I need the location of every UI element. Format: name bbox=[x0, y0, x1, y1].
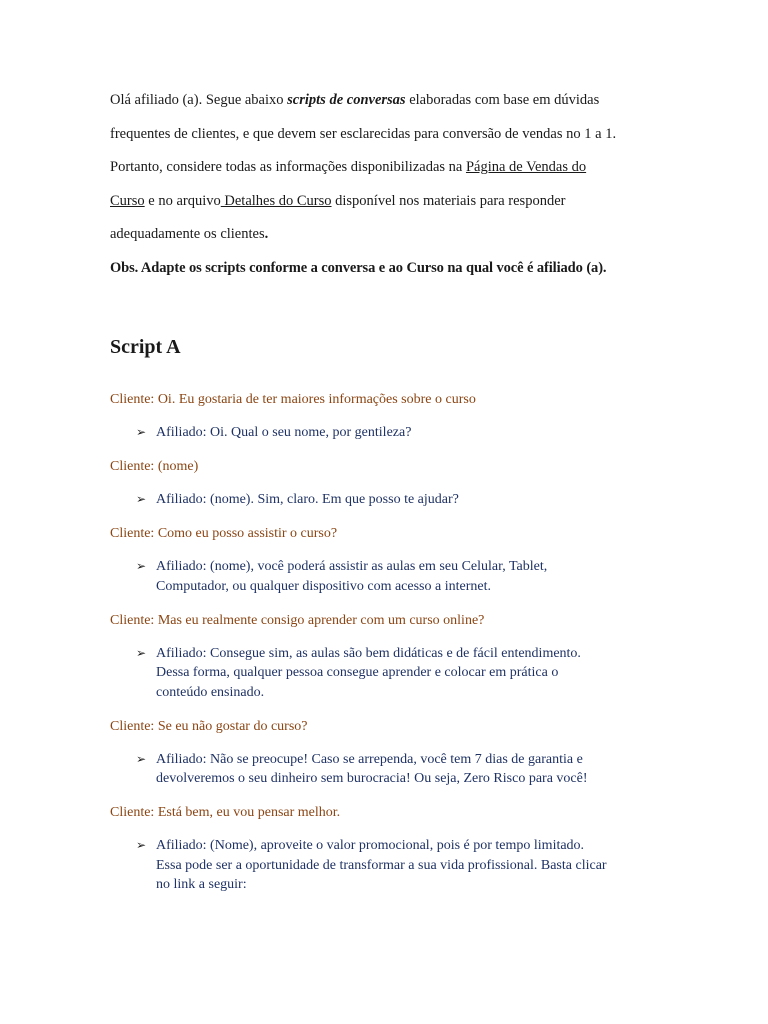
affiliate-line: Afiliado: (nome), você poderá assistir as aulas em seu Celular, Tablet, bbox=[156, 559, 548, 574]
intro-line-2: frequentes de clientes, e que devem ser esclarecidas para conversão de vendas no 1 a 1. bbox=[110, 125, 617, 142]
affiliate-line: Afiliado: Não se preocupe! Caso se arrependa, você tem 7 dias de garantia e bbox=[156, 751, 583, 767]
affiliate-response bbox=[110, 836, 670, 895]
affiliate-line: Afiliado: (nome). Sim, claro. Em que posso te ajudar? bbox=[156, 492, 459, 507]
affiliate-line: Afiliado: (Nome), aproveite o valor promocional, pois é por tempo limitado. bbox=[156, 838, 585, 853]
arrow-bullet-icon: ➢ bbox=[136, 559, 147, 573]
client-line: Cliente: Se eu não gostar do curso? bbox=[110, 718, 308, 734]
intro-text: Olá afiliado (a). Segue abaixo bbox=[110, 92, 288, 108]
client-line: Cliente: Está bem, eu vou pensar melhor. bbox=[110, 805, 341, 820]
intro-emphasis: scripts de conversas bbox=[287, 92, 406, 108]
affiliate-response bbox=[110, 644, 670, 703]
script-title: Script A bbox=[110, 336, 181, 358]
affiliate-line: conteúdo ensinado. bbox=[156, 684, 265, 700]
client-line: Cliente: Oi. Eu gostaria de ter maiores informações sobre o curso bbox=[110, 392, 476, 407]
document-page bbox=[110, 84, 670, 892]
client-line: Cliente: (nome) bbox=[110, 459, 199, 474]
arrow-bullet-icon: ➢ bbox=[136, 645, 147, 660]
affiliate-line: Essa pode ser a oportunidade de transformar a sua vida profissional. Basta clicar bbox=[156, 857, 607, 873]
intro-line-5 bbox=[110, 218, 670, 252]
affiliate-line: Computador, ou qualquer dispositivo com acesso a internet. bbox=[156, 578, 491, 594]
intro-text: e no arquivo bbox=[144, 192, 221, 209]
intro-line-3 bbox=[110, 151, 670, 185]
intro-line-4 bbox=[110, 185, 670, 219]
affiliate-response bbox=[110, 423, 670, 443]
affiliate-response bbox=[110, 490, 670, 510]
intro-line-1 bbox=[110, 84, 670, 118]
sales-page-link[interactable]: Página de Vendas do bbox=[465, 159, 587, 175]
affiliate-line: Afiliado: Consegue sim, as aulas são bem didáticas e de fácil entendimento. bbox=[156, 645, 581, 661]
dialog-section bbox=[110, 390, 670, 909]
affiliate-line: devolveremos o seu dinheiro sem burocracia! Ou seja, Zero Risco para você! bbox=[156, 771, 588, 786]
client-line: Cliente: Mas eu realmente consigo aprender com um curso online? bbox=[110, 612, 485, 628]
sales-page-link-cont[interactable]: Curso bbox=[110, 192, 145, 209]
affiliate-line: Afiliado: Oi. Qual o seu nome, por gentileza? bbox=[156, 425, 412, 440]
client-line: Cliente: Como eu posso assistir o curso? bbox=[110, 526, 338, 541]
arrow-bullet-icon: ➢ bbox=[136, 751, 147, 766]
arrow-bullet-icon: ➢ bbox=[136, 492, 147, 506]
course-details-link[interactable]: Detalhes do Curso bbox=[220, 192, 332, 209]
affiliate-line: no link a seguir: bbox=[156, 877, 247, 892]
affiliate-line: Dessa forma, qualquer pessoa consegue aprender e colocar em prática o bbox=[156, 665, 559, 680]
intro-text: elaboradas com base em dúvidas bbox=[405, 92, 600, 108]
intro-text: Portanto, considere todas as informações disponibilizadas na bbox=[110, 159, 466, 175]
arrow-bullet-icon: ➢ bbox=[136, 425, 147, 439]
intro-section bbox=[110, 84, 670, 285]
intro-text: disponível nos materiais para responder bbox=[331, 192, 566, 209]
affiliate-response bbox=[110, 750, 670, 789]
arrow-bullet-icon: ➢ bbox=[136, 838, 147, 852]
obs-note: Obs. Adapte os scripts conforme a conversa e ao Curso na qual você é afiliado (a). bbox=[110, 259, 607, 276]
intro-period: . bbox=[264, 226, 269, 242]
affiliate-response bbox=[110, 557, 670, 596]
intro-text: adequadamente os clientes bbox=[110, 226, 265, 242]
